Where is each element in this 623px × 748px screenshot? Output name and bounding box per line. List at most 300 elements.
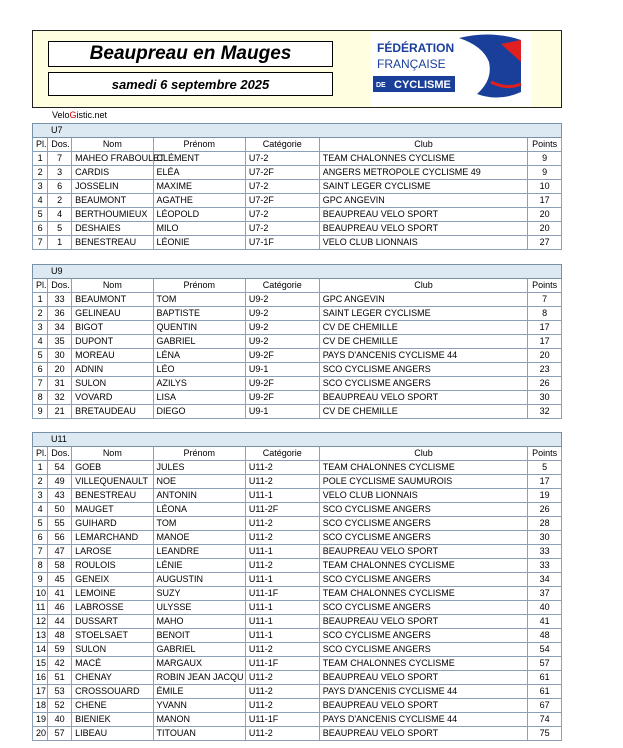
site-credit-accent: G (69, 110, 77, 120)
svg-text:FÉDÉRATION: FÉDÉRATION (377, 41, 455, 55)
cell-points: 5 (528, 461, 562, 475)
cell-bib: 34 (48, 321, 72, 335)
table-row (33, 601, 562, 615)
category-row (33, 265, 562, 279)
cell-place: 16 (33, 671, 48, 685)
table-row (33, 517, 562, 531)
column-header-last-name: Nom (72, 138, 153, 152)
table-row (33, 503, 562, 517)
cell-category: U11-2 (245, 475, 319, 489)
column-header-category: Catégorie (245, 138, 319, 152)
cell-points: 17 (528, 475, 562, 489)
cell-bib: 55 (48, 517, 72, 531)
results-table-u11 (32, 432, 562, 741)
cell-last-name: GENEIX (72, 573, 153, 587)
cell-bib: 59 (48, 643, 72, 657)
cell-category: U9-2 (245, 307, 319, 321)
cell-points: 33 (528, 559, 562, 573)
cell-category: U11-1 (245, 615, 319, 629)
cell-club: SCO CYCLISME ANGERS (319, 629, 528, 643)
cell-club: PAYS D'ANCENIS CYCLISME 44 (319, 685, 528, 699)
cell-place: 3 (33, 321, 48, 335)
cell-last-name: MACÉ (72, 657, 153, 671)
cell-bib: 43 (48, 489, 72, 503)
cell-category: U11-2 (245, 531, 319, 545)
cell-place: 3 (33, 180, 48, 194)
cell-club: BEAUPREAU VELO SPORT (319, 545, 528, 559)
cell-first-name: BAPTISTE (153, 307, 245, 321)
cell-bib: 30 (48, 349, 72, 363)
cell-last-name: ADNIN (72, 363, 153, 377)
cell-category: U11-2 (245, 685, 319, 699)
cell-place: 1 (33, 461, 48, 475)
cell-bib: 33 (48, 293, 72, 307)
cell-last-name: BIGOT (72, 321, 153, 335)
cell-points: 20 (528, 222, 562, 236)
table-row (33, 349, 562, 363)
cell-bib: 40 (48, 713, 72, 727)
cell-category: U9-1 (245, 405, 319, 419)
table-row (33, 377, 562, 391)
cell-points: 20 (528, 349, 562, 363)
cell-place: 1 (33, 152, 48, 166)
cell-first-name: YVANN (153, 699, 245, 713)
cell-last-name: MOREAU (72, 349, 153, 363)
table-row (33, 545, 562, 559)
table-row (33, 307, 562, 321)
cell-points: 23 (528, 363, 562, 377)
cell-place: 8 (33, 391, 48, 405)
cell-club: SCO CYCLISME ANGERS (319, 643, 528, 657)
cell-points: 61 (528, 685, 562, 699)
cell-bib: 1 (48, 236, 72, 250)
cell-category: U7-1F (245, 236, 319, 250)
cell-category: U7-2 (245, 208, 319, 222)
cell-bib: 56 (48, 531, 72, 545)
results-table-u7 (32, 123, 562, 250)
column-header-first-name: Prénom (153, 279, 245, 293)
cell-points: 54 (528, 643, 562, 657)
column-header-row (33, 279, 562, 293)
cell-first-name: LEANDRE (153, 545, 245, 559)
table-row (33, 559, 562, 573)
cell-club: SCO CYCLISME ANGERS (319, 503, 528, 517)
table-row (33, 727, 562, 741)
cell-first-name: NOE (153, 475, 245, 489)
column-header-category: Catégorie (245, 447, 319, 461)
cell-category: U11-2 (245, 461, 319, 475)
cell-last-name: CHENAY (72, 671, 153, 685)
cell-bib: 21 (48, 405, 72, 419)
table-row (33, 363, 562, 377)
cell-place: 20 (33, 727, 48, 741)
cell-bib: 35 (48, 335, 72, 349)
cell-first-name: ROBIN JEAN JACQU (153, 671, 245, 685)
cell-category: U11-2 (245, 559, 319, 573)
cell-club: SCO CYCLISME ANGERS (319, 601, 528, 615)
svg-text:CYCLISME: CYCLISME (394, 79, 451, 91)
cell-category: U7-2F (245, 166, 319, 180)
cell-category: U11-2 (245, 643, 319, 657)
cell-points: 10 (528, 180, 562, 194)
cell-place: 19 (33, 713, 48, 727)
column-header-place: Pl. (33, 138, 48, 152)
cell-first-name: ELÉA (153, 166, 245, 180)
cell-points: 17 (528, 321, 562, 335)
cell-category: U9-2 (245, 335, 319, 349)
cell-last-name: MAUGET (72, 503, 153, 517)
table-row (33, 194, 562, 208)
cell-place: 5 (33, 208, 48, 222)
svg-text:FRANÇAISE: FRANÇAISE (377, 57, 446, 71)
column-header-points: Points (528, 138, 562, 152)
cell-club: CV DE CHEMILLE (319, 321, 528, 335)
cell-place: 2 (33, 307, 48, 321)
ffc-logo (371, 32, 531, 106)
cell-club: BEAUPREAU VELO SPORT (319, 391, 528, 405)
cell-category: U11-1 (245, 629, 319, 643)
table-row (33, 587, 562, 601)
cell-points: 17 (528, 194, 562, 208)
cell-bib: 47 (48, 545, 72, 559)
cell-first-name: BENOIT (153, 629, 245, 643)
cell-last-name: ROULOIS (72, 559, 153, 573)
cell-club: VELO CLUB LIONNAIS (319, 236, 528, 250)
cell-points: 67 (528, 699, 562, 713)
table-row (33, 180, 562, 194)
column-header-first-name: Prénom (153, 138, 245, 152)
cell-points: 17 (528, 335, 562, 349)
cell-place: 18 (33, 699, 48, 713)
cell-first-name: TOM (153, 517, 245, 531)
header-panel (32, 30, 562, 108)
cell-bib: 6 (48, 180, 72, 194)
cell-club: SCO CYCLISME ANGERS (319, 363, 528, 377)
cell-category: U11-2F (245, 503, 319, 517)
cell-bib: 52 (48, 699, 72, 713)
cell-last-name: CROSSOUARD (72, 685, 153, 699)
cell-place: 8 (33, 559, 48, 573)
cell-points: 75 (528, 727, 562, 741)
cell-first-name: TITOUAN (153, 727, 245, 741)
cell-last-name: LIBEAU (72, 727, 153, 741)
cell-last-name: SULON (72, 377, 153, 391)
table-row (33, 573, 562, 587)
cell-bib: 2 (48, 194, 72, 208)
cell-place: 1 (33, 293, 48, 307)
cell-first-name: AUGUSTIN (153, 573, 245, 587)
cell-place: 9 (33, 405, 48, 419)
cell-club: CV DE CHEMILLE (319, 405, 528, 419)
cell-category: U9-2F (245, 349, 319, 363)
cell-first-name: LÉONA (153, 503, 245, 517)
cell-first-name: DIEGO (153, 405, 245, 419)
cell-first-name: ANTONIN (153, 489, 245, 503)
table-row (33, 335, 562, 349)
cell-last-name: LAROSE (72, 545, 153, 559)
cell-bib: 31 (48, 377, 72, 391)
cell-last-name: BEAUMONT (72, 293, 153, 307)
cell-club: PAYS D'ANCENIS CYCLISME 44 (319, 713, 528, 727)
category-label: U7 (33, 124, 562, 138)
cell-first-name: TOM (153, 293, 245, 307)
cell-bib: 51 (48, 671, 72, 685)
table-row (33, 629, 562, 643)
cell-place: 3 (33, 489, 48, 503)
cell-category: U11-1F (245, 713, 319, 727)
table-row (33, 713, 562, 727)
column-header-last-name: Nom (72, 279, 153, 293)
cell-club: BEAUPREAU VELO SPORT (319, 615, 528, 629)
cell-last-name: BENESTREAU (72, 489, 153, 503)
cell-place: 12 (33, 615, 48, 629)
cell-bib: 36 (48, 307, 72, 321)
cell-place: 17 (33, 685, 48, 699)
cell-category: U9-2F (245, 377, 319, 391)
cell-place: 10 (33, 587, 48, 601)
event-date: samedi 6 septembre 2025 (48, 72, 333, 96)
cell-points: 8 (528, 307, 562, 321)
table-row (33, 405, 562, 419)
cell-first-name: MARGAUX (153, 657, 245, 671)
cell-category: U11-1 (245, 573, 319, 587)
site-credit (52, 110, 107, 120)
cell-points: 57 (528, 657, 562, 671)
table-row (33, 489, 562, 503)
cell-points: 61 (528, 671, 562, 685)
cell-points: 9 (528, 152, 562, 166)
cell-club: TEAM CHALONNES CYCLISME (319, 587, 528, 601)
cell-last-name: GOEB (72, 461, 153, 475)
cell-category: U9-2F (245, 391, 319, 405)
cell-points: 34 (528, 573, 562, 587)
cell-place: 5 (33, 517, 48, 531)
cell-club: SCO CYCLISME ANGERS (319, 531, 528, 545)
column-header-bib: Dos. (48, 138, 72, 152)
results-table-u9 (32, 264, 562, 419)
table-row (33, 321, 562, 335)
site-credit-prefix: Velo (52, 110, 70, 120)
cell-first-name: MAHO (153, 615, 245, 629)
cell-category: U11-1F (245, 657, 319, 671)
cell-last-name: LEMARCHAND (72, 531, 153, 545)
table-row (33, 208, 562, 222)
cell-place: 6 (33, 531, 48, 545)
cell-first-name: GABRIEL (153, 335, 245, 349)
cell-category: U9-1 (245, 363, 319, 377)
cell-club: GPC ANGEVIN (319, 194, 528, 208)
cell-last-name: BIENIEK (72, 713, 153, 727)
site-credit-suffix: istic.net (76, 110, 108, 120)
cell-category: U11-1 (245, 545, 319, 559)
table-row (33, 461, 562, 475)
column-header-club: Club (319, 279, 528, 293)
cell-place: 7 (33, 545, 48, 559)
cell-place: 7 (33, 236, 48, 250)
cell-last-name: BENESTREAU (72, 236, 153, 250)
cell-last-name: DUPONT (72, 335, 153, 349)
cell-club: TEAM CHALONNES CYCLISME (319, 657, 528, 671)
cell-last-name: CARDIS (72, 166, 153, 180)
cell-first-name: AGATHE (153, 194, 245, 208)
column-header-club: Club (319, 447, 528, 461)
cell-last-name: STOELSAET (72, 629, 153, 643)
cell-place: 4 (33, 335, 48, 349)
table-row (33, 222, 562, 236)
cell-club: PAYS D'ANCENIS CYCLISME 44 (319, 349, 528, 363)
cell-place: 7 (33, 377, 48, 391)
cell-category: U11-1 (245, 489, 319, 503)
cell-last-name: LABROSSE (72, 601, 153, 615)
cell-place: 9 (33, 573, 48, 587)
column-header-club: Club (319, 138, 528, 152)
cell-bib: 32 (48, 391, 72, 405)
cell-club: TEAM CHALONNES CYCLISME (319, 559, 528, 573)
column-header-first-name: Prénom (153, 447, 245, 461)
cell-bib: 3 (48, 166, 72, 180)
cell-place: 4 (33, 194, 48, 208)
table-row (33, 615, 562, 629)
cell-bib: 48 (48, 629, 72, 643)
cell-club: CV DE CHEMILLE (319, 335, 528, 349)
cell-first-name: LÉNA (153, 349, 245, 363)
cell-club: SAINT LEGER CYCLISME (319, 180, 528, 194)
cell-place: 14 (33, 643, 48, 657)
cell-first-name: LISA (153, 391, 245, 405)
cell-place: 6 (33, 363, 48, 377)
cell-category: U11-1 (245, 601, 319, 615)
table-row (33, 699, 562, 713)
cell-last-name: BRETAUDEAU (72, 405, 153, 419)
cell-points: 27 (528, 236, 562, 250)
cell-points: 9 (528, 166, 562, 180)
cell-points: 40 (528, 601, 562, 615)
cell-bib: 58 (48, 559, 72, 573)
cell-club: VELO CLUB LIONNAIS (319, 489, 528, 503)
cell-bib: 41 (48, 587, 72, 601)
cell-bib: 20 (48, 363, 72, 377)
cell-bib: 49 (48, 475, 72, 489)
column-header-place: Pl. (33, 279, 48, 293)
table-row (33, 531, 562, 545)
cell-last-name: DESHAIES (72, 222, 153, 236)
table-row (33, 685, 562, 699)
cell-first-name: ULYSSE (153, 601, 245, 615)
cell-bib: 53 (48, 685, 72, 699)
cell-club: BEAUPREAU VELO SPORT (319, 671, 528, 685)
cell-last-name: DUSSART (72, 615, 153, 629)
cell-place: 6 (33, 222, 48, 236)
cell-category: U11-1F (245, 587, 319, 601)
cell-first-name: SUZY (153, 587, 245, 601)
cell-first-name: LÉONIE (153, 236, 245, 250)
cell-last-name: MAHEO FRABOULET (72, 152, 153, 166)
cell-first-name: AZILYS (153, 377, 245, 391)
column-header-last-name: Nom (72, 447, 153, 461)
cell-points: 33 (528, 545, 562, 559)
cell-first-name: CLÉMENT (153, 152, 245, 166)
cell-points: 30 (528, 531, 562, 545)
cell-place: 15 (33, 657, 48, 671)
cell-points: 7 (528, 293, 562, 307)
column-header-points: Points (528, 447, 562, 461)
cell-first-name: GABRIEL (153, 643, 245, 657)
cell-bib: 50 (48, 503, 72, 517)
cell-first-name: LÉNIE (153, 559, 245, 573)
cell-club: TEAM CHALONNES CYCLISME (319, 461, 528, 475)
cell-club: SCO CYCLISME ANGERS (319, 573, 528, 587)
cell-points: 48 (528, 629, 562, 643)
cell-last-name: VOVARD (72, 391, 153, 405)
cell-bib: 54 (48, 461, 72, 475)
svg-text:DE: DE (376, 82, 386, 89)
cell-category: U7-2 (245, 222, 319, 236)
cell-category: U9-2 (245, 293, 319, 307)
cell-club: BEAUPREAU VELO SPORT (319, 208, 528, 222)
cell-category: U7-2F (245, 194, 319, 208)
table-row (33, 293, 562, 307)
cell-club: BEAUPREAU VELO SPORT (319, 699, 528, 713)
cell-place: 2 (33, 475, 48, 489)
column-header-bib: Dos. (48, 447, 72, 461)
cell-points: 74 (528, 713, 562, 727)
cell-last-name: GUIHARD (72, 517, 153, 531)
cell-category: U11-2 (245, 671, 319, 685)
cell-category: U11-2 (245, 699, 319, 713)
cell-category: U11-2 (245, 517, 319, 531)
cell-club: ANGERS METROPOLE CYCLISME 49 (319, 166, 528, 180)
cell-bib: 5 (48, 222, 72, 236)
cell-category: U7-2 (245, 152, 319, 166)
cell-first-name: MANOE (153, 531, 245, 545)
cell-last-name: CHENE (72, 699, 153, 713)
cell-last-name: BEAUMONT (72, 194, 153, 208)
column-header-bib: Dos. (48, 279, 72, 293)
cell-club: TEAM CHALONNES CYCLISME (319, 152, 528, 166)
table-row (33, 475, 562, 489)
table-row (33, 166, 562, 180)
column-header-place: Pl. (33, 447, 48, 461)
cell-points: 20 (528, 208, 562, 222)
cell-points: 19 (528, 489, 562, 503)
column-header-row (33, 138, 562, 152)
table-row (33, 152, 562, 166)
cell-club: GPC ANGEVIN (319, 293, 528, 307)
cell-first-name: MAXIME (153, 180, 245, 194)
cell-first-name: JULES (153, 461, 245, 475)
cell-club: BEAUPREAU VELO SPORT (319, 727, 528, 741)
cell-points: 28 (528, 517, 562, 531)
table-row (33, 657, 562, 671)
cell-last-name: LEMOINE (72, 587, 153, 601)
cell-bib: 46 (48, 601, 72, 615)
table-row (33, 236, 562, 250)
category-row (33, 124, 562, 138)
cell-club: POLE CYCLISME SAUMUROIS (319, 475, 528, 489)
cell-points: 30 (528, 391, 562, 405)
cell-points: 26 (528, 503, 562, 517)
cell-place: 4 (33, 503, 48, 517)
cell-place: 13 (33, 629, 48, 643)
category-row (33, 433, 562, 447)
cell-first-name: LÉOPOLD (153, 208, 245, 222)
event-title: Beaupreau en Mauges (48, 41, 333, 67)
cell-bib: 7 (48, 152, 72, 166)
cell-last-name: BERTHOUMIEUX (72, 208, 153, 222)
cell-last-name: JOSSELIN (72, 180, 153, 194)
cell-points: 26 (528, 377, 562, 391)
table-row (33, 391, 562, 405)
